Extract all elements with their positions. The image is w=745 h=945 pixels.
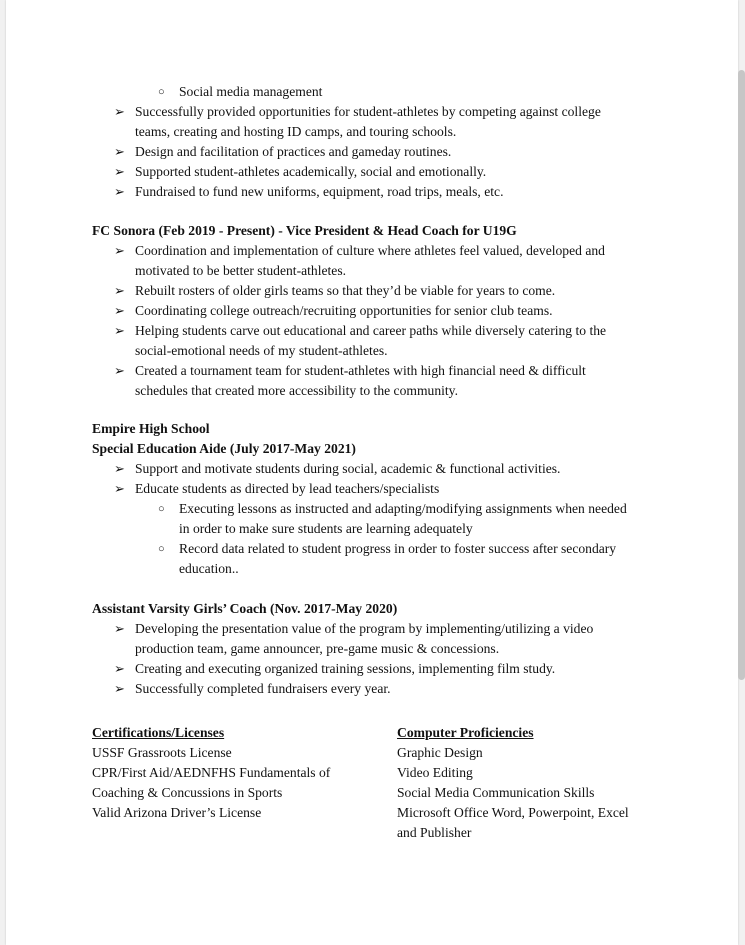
computer-item: and Publisher: [397, 825, 472, 840]
bullet-text: Supported student-athletes academically, social and emotionally.: [135, 164, 487, 179]
arrow-bullet-icon: ➢: [114, 481, 125, 496]
arrow-bullet-icon: ➢: [114, 303, 125, 318]
sub-bullet-text: in order to make sure students are learning adequately: [179, 521, 473, 536]
arrow-bullet-icon: ➢: [114, 461, 125, 476]
bullet-text: social-emotional needs of my student-athletes.: [135, 343, 388, 358]
bullet-text: Fundraised to fund new uniforms, equipment, road trips, meals, etc.: [135, 184, 504, 199]
arrow-bullet-icon: ➢: [114, 661, 125, 676]
bullet-text: Support and motivate students during social, academic & functional activities.: [135, 461, 561, 476]
bullet-text: Coordination and implementation of culture where athletes feel valued, developed and: [135, 243, 605, 258]
certification-item: USSF Grassroots License: [92, 745, 232, 760]
bullet-text: motivated to be better student-athletes.: [135, 263, 347, 278]
vertical-scrollbar[interactable]: [738, 70, 745, 680]
sub-bullet-icon: ○: [158, 86, 165, 98]
section-subheading-aide: Special Education Aide (July 2017-May 2021): [92, 441, 356, 456]
sub-bullet-icon: ○: [158, 543, 165, 555]
certification-item: CPR/First Aid/AEDNFHS Fundamentals of: [92, 765, 331, 780]
computer-heading: Computer Proficiencies: [397, 725, 534, 740]
sub-bullet-icon: ○: [158, 503, 165, 515]
computer-item: Social Media Communication Skills: [397, 785, 595, 800]
arrow-bullet-icon: ➢: [114, 621, 125, 636]
bullet-text: Helping students carve out educational and career paths while diversely catering to the: [135, 323, 607, 338]
arrow-bullet-icon: ➢: [114, 184, 125, 199]
section-heading-empire: Empire High School: [92, 421, 210, 436]
sub-bullet-text: education..: [179, 561, 239, 576]
bullet-text: Rebuilt rosters of older girls teams so that they’d be viable for years to come.: [135, 283, 556, 298]
sub-bullet-text: Record data related to student progress in order to foster success after secondary: [179, 541, 617, 556]
arrow-bullet-icon: ➢: [114, 681, 125, 696]
certification-item: Coaching & Concussions in Sports: [92, 785, 283, 800]
certification-item: Valid Arizona Driver’s License: [92, 805, 262, 820]
computer-item: Graphic Design: [397, 745, 483, 760]
section-heading-assistant: Assistant Varsity Girls’ Coach (Nov. 2017-May 2020): [92, 601, 398, 616]
sub-bullet-text: Executing lessons as instructed and adapting/modifying assignments when needed: [179, 501, 627, 516]
bullet-text: teams, creating and hosting ID camps, and touring schools.: [135, 124, 457, 139]
bullet-text: production team, game announcer, pre-game music & concessions.: [135, 641, 500, 656]
certifications-heading: Certifications/Licenses: [92, 725, 225, 740]
arrow-bullet-icon: ➢: [114, 363, 125, 378]
computer-item: Microsoft Office Word, Powerpoint, Excel: [397, 805, 629, 820]
bullet-text: Educate students as directed by lead teachers/specialists: [135, 481, 440, 496]
arrow-bullet-icon: ➢: [114, 104, 125, 119]
computer-item: Video Editing: [397, 765, 473, 780]
bullet-text: Created a tournament team for student-athletes with high financial need & difficult: [135, 363, 586, 378]
bullet-text: Creating and executing organized training sessions, implementing film study.: [135, 661, 556, 676]
document-page: [6, 0, 738, 945]
bullet-text: Successfully completed fundraisers every year.: [135, 681, 391, 696]
bullet-text: Coordinating college outreach/recruiting opportunities for senior club teams.: [135, 303, 553, 318]
arrow-bullet-icon: ➢: [114, 283, 125, 298]
bullet-text: Design and facilitation of practices and gameday routines.: [135, 144, 452, 159]
bullet-text: Successfully provided opportunities for student-athletes by competing against college: [135, 104, 601, 119]
bullet-text: Developing the presentation value of the program by implementing/utilizing a video: [135, 621, 594, 636]
arrow-bullet-icon: ➢: [114, 243, 125, 258]
bullet-text: schedules that created more accessibility to the community.: [135, 383, 458, 398]
arrow-bullet-icon: ➢: [114, 323, 125, 338]
arrow-bullet-icon: ➢: [114, 164, 125, 179]
arrow-bullet-icon: ➢: [114, 144, 125, 159]
section-heading-fc-sonora: FC Sonora (Feb 2019 - Present) - Vice President & Head Coach for U19G: [92, 223, 517, 238]
sub-bullet-text: Social media management: [179, 84, 323, 99]
